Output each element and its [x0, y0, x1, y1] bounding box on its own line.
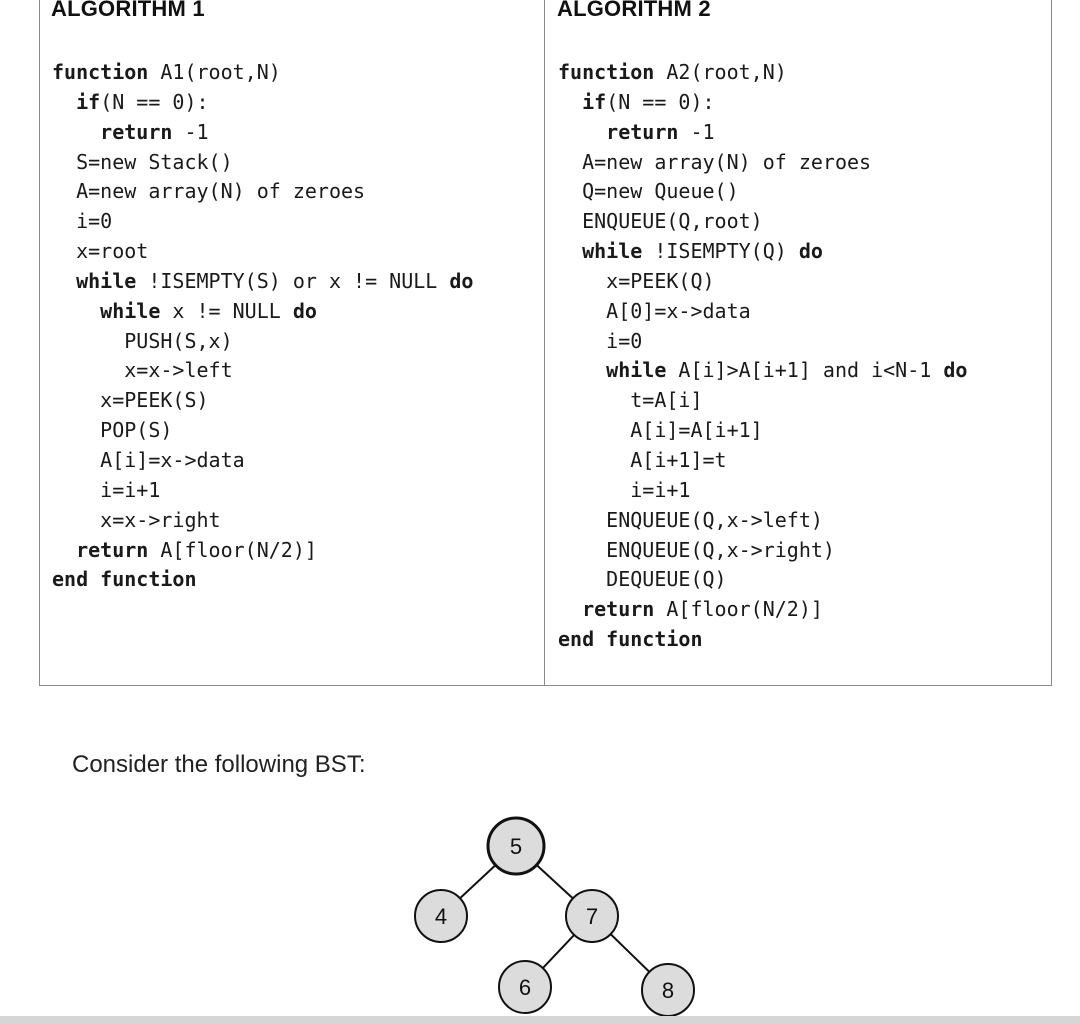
bst-node-label: 7 [585, 904, 599, 929]
algorithm2-code-line: i=i+1 [558, 477, 691, 502]
bottom-bar [0, 1016, 1080, 1024]
bst-node-6 [499, 961, 551, 1013]
bst-node-label: 4 [434, 904, 448, 929]
bst-node-7 [566, 890, 618, 942]
algorithm1-code-line: while x != NULL do [100, 298, 317, 323]
algorithm2-code-line: return -1 [606, 119, 715, 144]
algorithm1-code-line: i=0 [52, 209, 113, 234]
algorithm1-code-line: x=root [52, 239, 149, 264]
algorithm1-code-line: PUSH(S,x) [52, 328, 233, 353]
algorithm1-code-line: if(N == 0): [76, 89, 209, 114]
algorithm2-code-line: A=new array(N) of zeroes [558, 149, 872, 174]
algorithm1-code-line: S=new Stack() [52, 149, 233, 174]
bst-node-8 [642, 964, 694, 1016]
algorithm2-code-line: A[i]=A[i+1] [558, 418, 763, 443]
algorithm2-code-line: while !ISEMPTY(Q) do [582, 239, 823, 264]
algorithm2-code-line: function A2(root,N) [558, 60, 787, 84]
algorithm2-code-line: t=A[i] [558, 388, 703, 413]
algorithm1-code-line: A=new array(N) of zeroes [52, 179, 366, 204]
algorithm1-code-line: A[i]=x->data [52, 447, 245, 472]
algorithm2-code-line: while A[i]>A[i+1] and i<N-1 do [606, 358, 968, 383]
algorithm2-code-line: A[0]=x->data [558, 298, 751, 323]
algorithm2-code-line: ENQUEUE(Q,x->right) [558, 537, 835, 562]
algorithm2-code-line: return A[floor(N/2)] [582, 597, 823, 622]
algorithm1-code-line: return A[floor(N/2)] [76, 537, 317, 562]
bst-edge-n7-n6 [543, 935, 574, 968]
bst-node-5 [488, 818, 544, 874]
algorithm2-code-line: if(N == 0): [582, 89, 715, 114]
algorithm2-code-line: x=PEEK(Q) [558, 268, 715, 293]
algorithm2-code-line: i=0 [558, 328, 643, 353]
algorithm1-code-line: x=x->left [52, 358, 233, 383]
consider-text: Consider the following BST: [72, 751, 366, 778]
bst-node-label: 8 [661, 978, 675, 1003]
algorithm1-code-line: end function [52, 567, 197, 592]
algorithm1-code-line: x=PEEK(S) [52, 388, 209, 413]
bst-edge-n5-n7 [537, 865, 573, 898]
bst-node-4 [415, 890, 467, 942]
bst-edge-n7-n8 [611, 934, 650, 972]
bst-node-label: 5 [509, 834, 523, 859]
algorithm1-code-line: x=x->right [52, 507, 221, 532]
algorithm1-code-line: i=i+1 [52, 477, 161, 502]
bst-edge-n5-n4 [460, 865, 496, 898]
algorithm1-code-line: return -1 [100, 119, 209, 144]
algorithm1-code-line: while !ISEMPTY(S) or x != NULL do [76, 268, 474, 293]
algorithm2-code-line: ENQUEUE(Q,root) [558, 209, 763, 234]
algorithm1-heading: ALGORITHM 1 [51, 0, 205, 21]
algorithm2-code-line: Q=new Queue() [558, 179, 739, 204]
bst-node-label: 6 [518, 975, 532, 1000]
algorithm1-code-line: POP(S) [52, 418, 173, 443]
algorithm2-heading: ALGORITHM 2 [557, 0, 711, 21]
algorithm2-code-line: A[i+1]=t [558, 447, 727, 472]
algorithm2-code-line: end function [558, 627, 703, 652]
algorithm2-code-line: ENQUEUE(Q,x->left) [558, 507, 823, 532]
algorithm1-code-line: function A1(root,N) [52, 60, 281, 84]
algorithm2-code-line: DEQUEUE(Q) [558, 567, 727, 592]
